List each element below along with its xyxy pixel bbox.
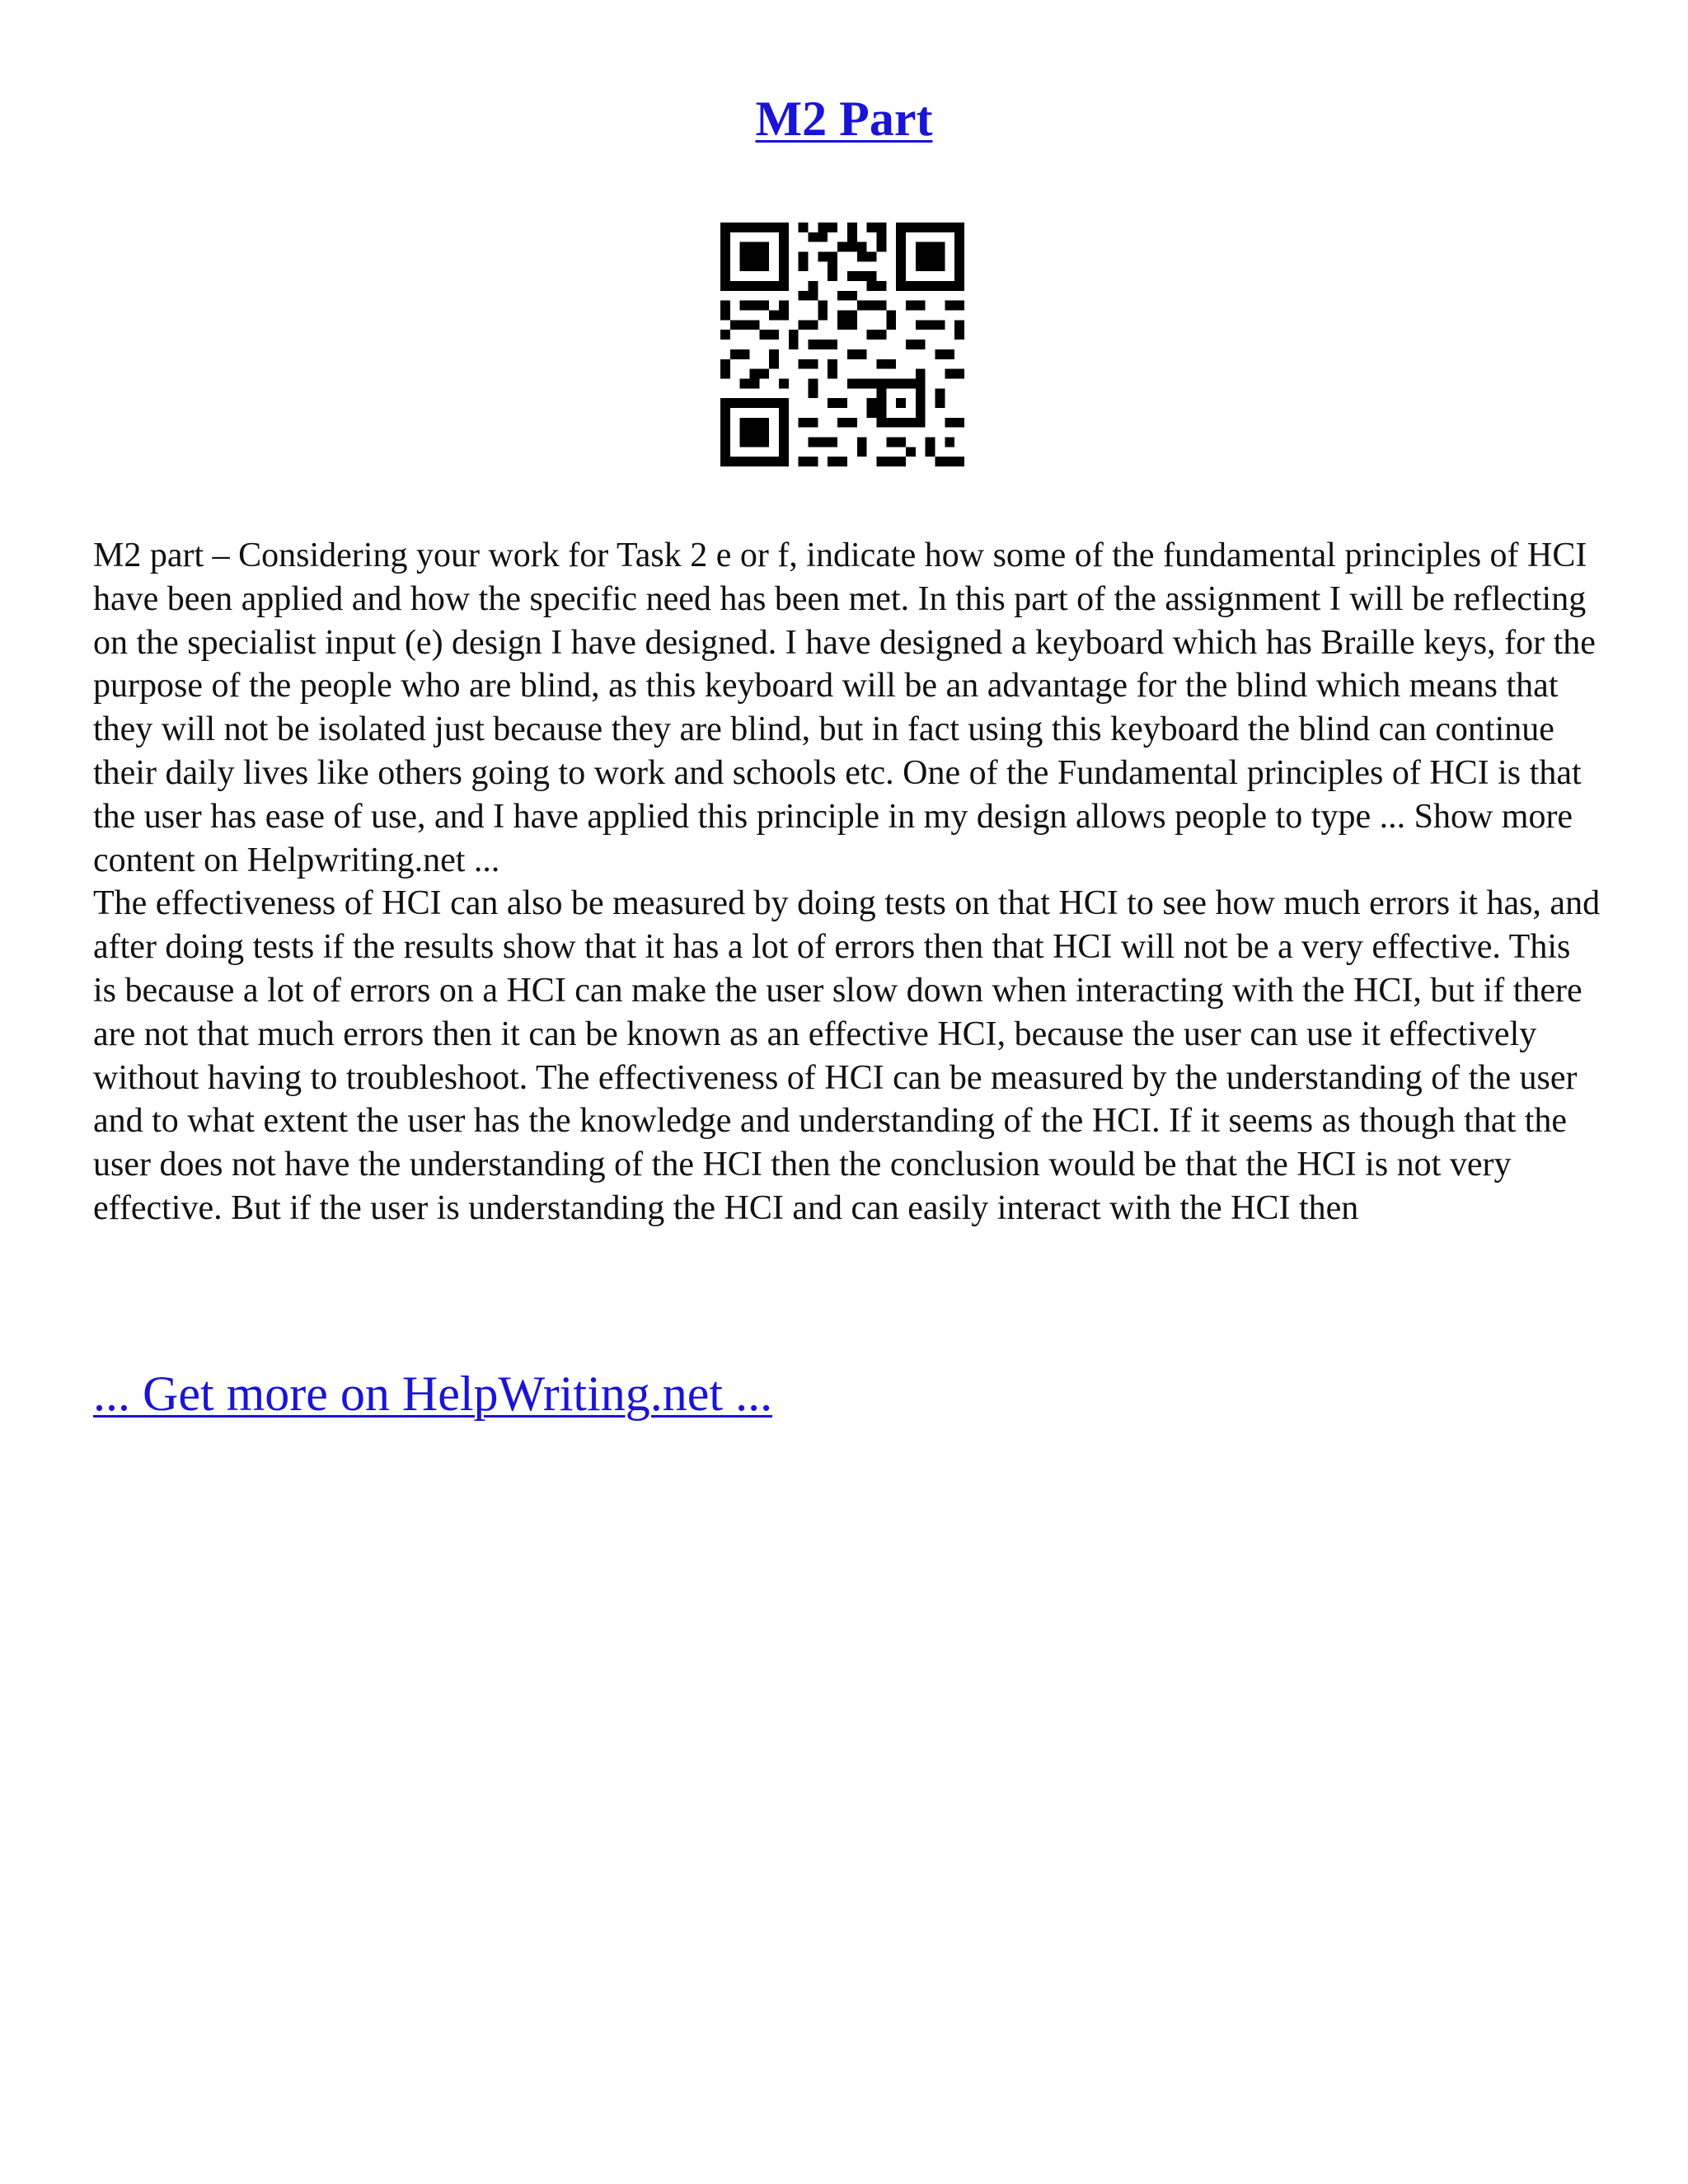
article-body xyxy=(93,534,1601,1230)
get-more-section xyxy=(93,1364,772,1423)
get-more-link[interactable]: ... Get more on HelpWriting.net ... xyxy=(93,1366,773,1421)
page-title xyxy=(0,89,1688,148)
qr-code-icon xyxy=(720,223,964,466)
paragraph-intro: M2 part – Considering your work for Task 2 e or f, indicate how some of the fundamental principles of HCI have been applied and how the specific need has been met. In this part of the assignment I will be reflecting on the specialist input (e) design I have designed. I have designed a keyboard which has Braille keys, for the purpose of the people who are blind, as this keyboard will be an advantage for the blind which means that they will not be isolated just because they are blind, but in fact using this keyboard the blind can continue their daily lives like others going to work and schools etc. One of the Fundamental principles of HCI is that the user has ease of use, and I have applied this principle in my design allows people to type ... Show more content on Helpwriting.net ... xyxy=(93,537,1596,879)
title-link[interactable]: M2 Part xyxy=(755,91,933,146)
paragraph-effectiveness: The effectiveness of HCI can also be measured by doing tests on that HCI to see how much errors it has, and after doing tests if the results show that it has a lot of errors then that HCI will not be a very effective. This is because a lot of errors on a HCI can make the user slow down when interacting with the HCI, but if there are not that much errors then it can be known as an effective HCI, because the user can use it effectively without having to troubleshoot. The effectiveness of HCI can be measured by the understanding of the user and to what extent the user has the knowledge and understanding of the HCI. If it seems as though that the user does not have the understanding of the HCI then the conclusion would be that the HCI is not very effective. But if the user is understanding the HCI and can easily interact with the HCI then xyxy=(93,884,1601,1227)
